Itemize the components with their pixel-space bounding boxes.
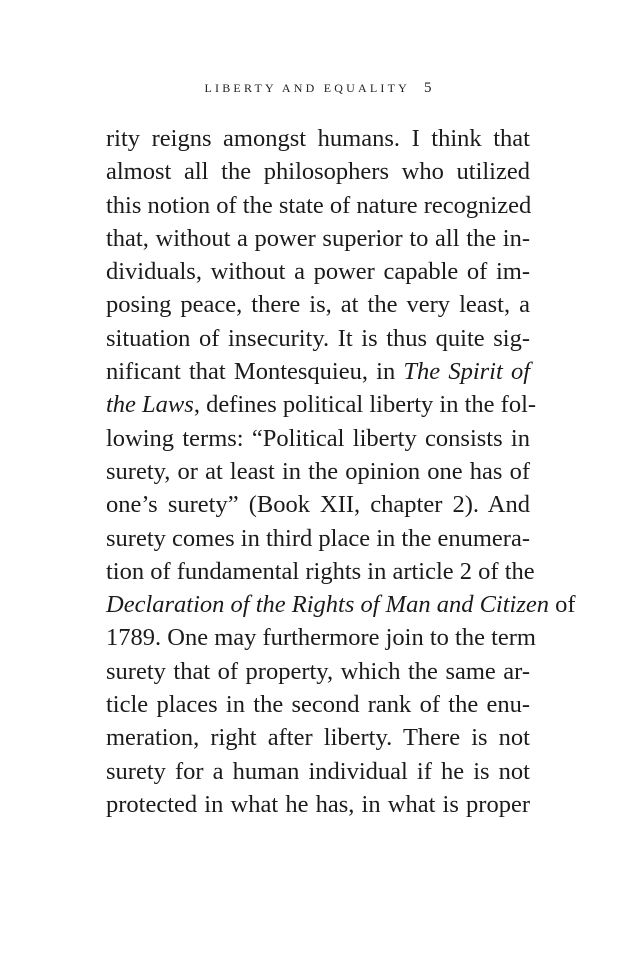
- text-line: [106, 455, 530, 488]
- text-segment: nificant that Montesquieu, in: [106, 358, 404, 386]
- text-segment: almost all the philosophers who utilized: [106, 158, 530, 186]
- italic-text: Declaration of the Rights of Man and Citizen: [106, 591, 550, 619]
- text-segment: surety for a human individual if he is not: [106, 757, 530, 785]
- text-line: [106, 355, 530, 388]
- text-line: [106, 322, 530, 355]
- text-line: [106, 621, 536, 654]
- text-line: [106, 588, 576, 621]
- text-segment: protected in what he has, in what is proper: [106, 790, 530, 818]
- text-segment: surety comes in third place in the enumera-: [106, 524, 530, 552]
- text-segment: meration, right after liberty. There is not: [106, 724, 530, 752]
- italic-text: the Laws: [106, 391, 194, 419]
- text-segment: dividuals, without a power capable of im-: [106, 258, 530, 286]
- text-line: [106, 222, 530, 255]
- text-segment: lowing terms: “Political liberty consists in: [106, 424, 530, 452]
- text-segment: situation of insecurity. It is thus quite sig-: [106, 324, 530, 352]
- text-segment: this notion of the state of nature recognized: [106, 191, 532, 219]
- text-line: [106, 788, 530, 821]
- text-line: [106, 255, 530, 288]
- text-segment: one’s surety” (Book XII, chapter 2). And: [106, 491, 530, 519]
- italic-text: The Spirit of: [403, 358, 531, 386]
- page-number: 5: [423, 80, 432, 96]
- text-line: [106, 122, 530, 155]
- text-line: [106, 288, 530, 321]
- text-line: [106, 555, 535, 588]
- running-header: [106, 80, 530, 97]
- text-line: [106, 522, 530, 555]
- text-line: [106, 189, 530, 222]
- body-text: [106, 122, 576, 821]
- text-segment: , defines political liberty in the fol-: [193, 391, 537, 419]
- text-segment: of: [549, 591, 576, 619]
- text-line: [106, 688, 530, 721]
- running-title: LIBERTY AND EQUALITY: [204, 81, 410, 95]
- text-segment: 1789. One may furthermore join to the term: [106, 624, 536, 652]
- text-segment: surety, or at least in the opinion one has of: [106, 457, 530, 485]
- text-line: [106, 655, 530, 688]
- text-line: [106, 155, 530, 188]
- text-segment: rity reigns amongst humans. I think that: [106, 125, 530, 152]
- text-line: [106, 755, 530, 788]
- text-segment: that, without a power superior to all the in-: [106, 224, 530, 252]
- text-line: [106, 422, 530, 455]
- text-segment: posing peace, there is, at the very least, a: [106, 291, 530, 319]
- text-segment: surety that of property, which the same ar-: [106, 657, 530, 685]
- text-line: [106, 488, 530, 521]
- text-line: [106, 721, 530, 754]
- text-segment: tion of fundamental rights in article 2 of the: [106, 557, 535, 585]
- text-segment: ticle places in the second rank of the enu-: [106, 691, 530, 719]
- text-line: [106, 388, 537, 421]
